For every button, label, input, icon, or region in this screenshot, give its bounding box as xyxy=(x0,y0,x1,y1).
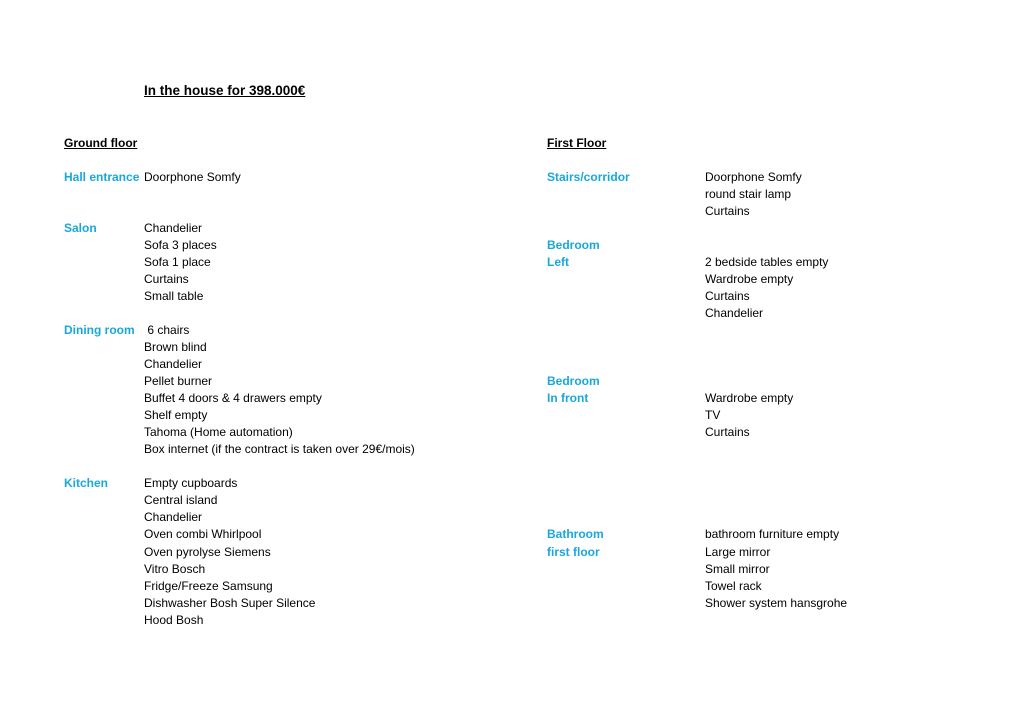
room-stairs-corridor: Stairs/corridor xyxy=(547,170,630,184)
list-item: Dishwasher Bosh Super Silence xyxy=(144,596,316,610)
list-item: Oven pyrolyse Siemens xyxy=(144,545,271,559)
list-item: Wardrobe empty xyxy=(705,391,794,405)
first-floor-heading: First Floor xyxy=(547,136,607,150)
list-item: Box internet (if the contract is taken over 29€/mois) xyxy=(144,442,415,456)
list-item: Small table xyxy=(144,289,204,303)
room-salon: Salon xyxy=(64,221,97,235)
list-item: Hood Bosh xyxy=(144,613,204,627)
list-item: Curtains xyxy=(705,425,750,439)
list-item: Curtains xyxy=(144,272,189,286)
list-item: 6 chairs xyxy=(144,323,190,337)
list-item: Doorphone Somfy xyxy=(144,170,241,184)
list-item: Chandelier xyxy=(144,221,203,235)
list-item: Curtains xyxy=(705,204,750,218)
room-bedroom-left: Bedroom xyxy=(547,238,600,252)
room-bathroom-sub: first floor xyxy=(547,545,600,559)
list-item: Towel rack xyxy=(705,579,762,593)
room-bedroom-front: Bedroom xyxy=(547,374,600,388)
list-item: Chandelier xyxy=(144,357,203,371)
list-item: Chandelier xyxy=(705,306,764,320)
list-item: Doorphone Somfy xyxy=(705,170,802,184)
list-item: Small mirror xyxy=(705,562,770,576)
list-item: Pellet burner xyxy=(144,374,213,388)
room-bedroom-front-sub: In front xyxy=(547,391,589,405)
list-item: Shower system hansgrohe xyxy=(705,596,848,610)
page-title: In the house for 398.000€ xyxy=(144,83,306,98)
list-item: Central island xyxy=(144,493,218,507)
list-item: Shelf empty xyxy=(144,408,208,422)
list-item: Curtains xyxy=(705,289,750,303)
list-item: Chandelier xyxy=(144,510,203,524)
list-item: Sofa 1 place xyxy=(144,255,211,269)
room-bedroom-left-sub: Left xyxy=(547,255,569,269)
room-kitchen: Kitchen xyxy=(64,476,109,490)
list-item: Large mirror xyxy=(705,545,771,559)
list-item: round stair lamp xyxy=(705,187,792,201)
ground-floor-heading: Ground floor xyxy=(64,136,138,150)
list-item: Brown blind xyxy=(144,340,207,354)
list-item: bathroom furniture empty xyxy=(705,527,840,541)
list-item: Vitro Bosch xyxy=(144,562,206,576)
list-item: Sofa 3 places xyxy=(144,238,217,252)
list-item: Wardrobe empty xyxy=(705,272,794,286)
room-bathroom: Bathroom xyxy=(547,527,604,541)
list-item: Buffet 4 doors & 4 drawers empty xyxy=(144,391,322,405)
list-item: 2 bedside tables empty xyxy=(705,255,829,269)
list-item: Oven combi Whirlpool xyxy=(144,527,262,541)
list-item: Fridge/Freeze Samsung xyxy=(144,579,273,593)
room-dining-room: Dining room xyxy=(64,323,135,337)
list-item: Tahoma (Home automation) xyxy=(144,425,293,439)
room-hall-entrance: Hall entrance xyxy=(64,170,140,184)
list-item: TV xyxy=(705,408,721,422)
list-item: Empty cupboards xyxy=(144,476,238,490)
